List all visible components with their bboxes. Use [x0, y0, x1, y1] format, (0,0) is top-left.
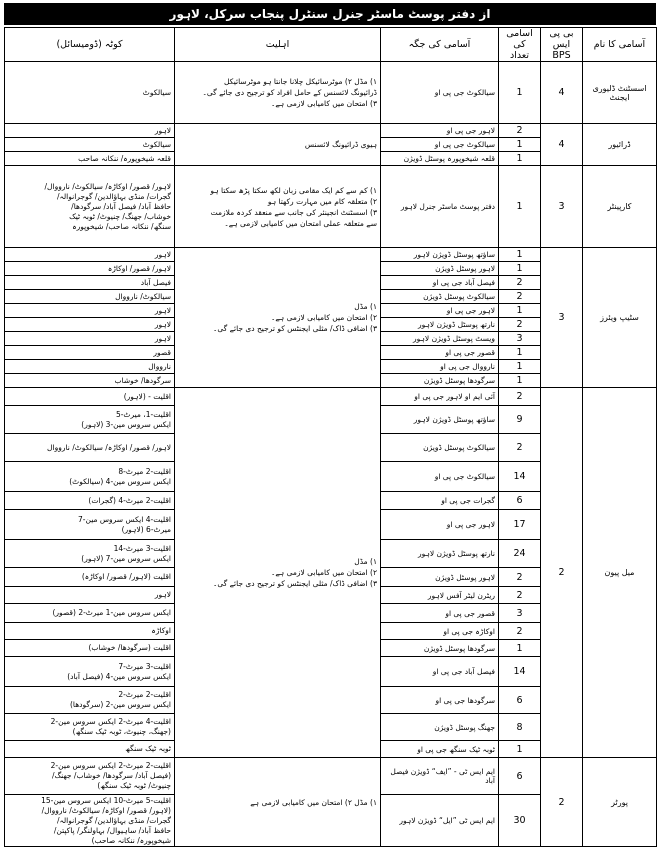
vacancy-count: 3 [499, 332, 541, 346]
vacancy-count: 6 [499, 492, 541, 510]
eligibility-line: ۲) امتحان میں کامیابی لازمی ہے۔ [271, 313, 377, 322]
quota-line: اقلیت-2 میرٹ-2 [118, 690, 171, 699]
quota-line: شیخوپورہ/ ننکانہ صاحب) [91, 835, 171, 845]
quota-line: لاہور [154, 319, 171, 329]
table-row [5, 758, 657, 795]
vacancy-count: 1 [499, 248, 541, 262]
quota-cell [5, 318, 175, 332]
vacancy-count: 1 [499, 640, 541, 657]
header-bps-english: BPS [552, 50, 571, 61]
header-post: آسامی کا نام [583, 28, 657, 62]
quota-line: حافظ آباد/ فیصل آباد/ سرگودھا/ [71, 201, 171, 211]
eligibility-cell [175, 62, 381, 124]
quota-line: ایکس سروس مین-4 (فیصل آباد) [67, 671, 171, 681]
bps-scale: 3 [541, 248, 583, 388]
posting-place: دفتر پوسٹ ماسٹر جنرل لاہور [381, 166, 499, 248]
posting-place: نارتھ پوسٹل ڈویژن لاہور [381, 540, 499, 568]
header-qty-line-2: تعداد [509, 50, 530, 61]
vacancy-count: 1 [499, 741, 541, 758]
vacancy-count: 2 [499, 290, 541, 304]
quota-line: سرگودھا/ خوشاب [114, 375, 171, 385]
vacancy-count: 1 [499, 304, 541, 318]
quota-cell [5, 587, 175, 604]
eligibility-line: سے متعلقہ عملی امتحان میں کامیابی لازمی ہے۔ [224, 218, 377, 228]
quota-line: اقلیت-1، میرٹ-5 [115, 409, 171, 419]
posting-place: لاہور جی پی او [381, 124, 499, 138]
quota-cell [5, 388, 175, 406]
posting-place: سیالکوٹ جی پی او [381, 62, 499, 124]
posting-place: ایم ایس ٹی ”ایل“ ڈویژن لاہور [381, 795, 499, 847]
eligibility-line: ۳) اضافی ڈاک/ مثلی ایجنٹس کو ترجیح دی جائے گی۔ [212, 579, 377, 588]
posting-place: ساؤتھ پوسٹل ڈویژن لاہور [381, 406, 499, 434]
posting-place: ٹوبہ ٹیک سنگھ جی پی او [381, 741, 499, 758]
quota-cell [5, 741, 175, 758]
vacancy-count: 1 [499, 62, 541, 124]
page-title: از دفتر پوسٹ ماسٹر جنرل سنٹرل پنجاب سرکل، لاہور [4, 3, 656, 25]
quota-line: لاہور [154, 305, 171, 315]
quota-cell [5, 434, 175, 462]
vacancy-count: 2 [499, 587, 541, 604]
table-row [5, 124, 657, 138]
posting-place: گجرات جی پی او [381, 492, 499, 510]
eligibility-cell [175, 124, 381, 166]
header-eligibility: اہلیت [175, 28, 381, 62]
quota-line: لاہور [154, 590, 171, 599]
quota-line: چنیوٹ/ ٹوبہ ٹیک سنگھ) [97, 781, 171, 790]
quota-cell [5, 166, 175, 248]
quota-cell [5, 138, 175, 152]
quota-line: سیالکوٹ [142, 139, 171, 149]
eligibility-line: ۱) مڈل [354, 557, 377, 566]
posting-place: ایم ایس ٹی - ”ایف“ ڈویژن فیصل آباد [381, 758, 499, 795]
vacancy-count: 17 [499, 510, 541, 540]
vacancy-count: 14 [499, 462, 541, 492]
quota-line: اقلیت-3 میرٹ-7 [118, 661, 171, 671]
quota-line: لاہور [154, 249, 171, 259]
eligibility-line: ۲) امتحان میں کامیابی لازمی ہے۔ [271, 568, 377, 577]
quota-line: لاہور [154, 125, 171, 135]
vacancy-count: 2 [499, 568, 541, 587]
post-name: میل پیون [583, 388, 657, 758]
quota-line: اقلیت-2 میرٹ-8 [118, 466, 171, 476]
quota-cell [5, 604, 175, 623]
quota-cell [5, 568, 175, 587]
quota-cell [5, 124, 175, 138]
vacancy-count: 8 [499, 714, 541, 741]
quota-cell [5, 492, 175, 510]
quota-line: لاہور/ قصور/ اوکاڑہ [107, 263, 171, 273]
eligibility-line: ۲) متعلقہ کام میں مہارت رکھتا ہو [267, 196, 377, 206]
posting-place: سیالکوٹ جی پی او [381, 462, 499, 492]
posting-place: قصور جی پی او [381, 346, 499, 360]
quota-line: قلعہ شیخوپورہ/ ننکانہ صاحب [78, 153, 171, 163]
vacancy-count: 2 [499, 124, 541, 138]
quota-cell [5, 657, 175, 687]
header-bps [541, 28, 583, 62]
quota-line: خوشاب/ جھنگ/ چنیوٹ/ ٹوبہ ٹیک [69, 211, 171, 221]
bps-scale: 4 [541, 62, 583, 124]
quota-line: اوکاڑہ [151, 626, 171, 635]
table-header-row [5, 28, 657, 62]
quota-line: اقلیت-4 ایکس سروس مین-7 [78, 514, 171, 524]
post-name: ڈرائیور [583, 124, 657, 166]
post-name: اسسٹنٹ ڈلیوری ایجنٹ [583, 62, 657, 124]
table-row [5, 388, 657, 406]
quota-line: (لاہور/ قصور/ اوکاڑہ/ سیالکوٹ/ نارووال/ [41, 805, 171, 815]
vacancy-count: 1 [499, 374, 541, 388]
posting-place: ویسٹ پوسٹل ڈویژن لاہور [381, 332, 499, 346]
quota-cell [5, 276, 175, 290]
bps-scale: 2 [541, 388, 583, 758]
quota-line: اقلیت - (لاہور) [123, 391, 171, 401]
quota-cell [5, 758, 175, 795]
posting-place: لاہور پوسٹل ڈویژن [381, 568, 499, 587]
quota-line: اقلیت-4 میرٹ-2 ایکس سروس مین-2 [50, 717, 171, 726]
quota-cell [5, 152, 175, 166]
posting-place: سیالکوٹ پوسٹل ڈویژن [381, 290, 499, 304]
vacancy-count: 9 [499, 406, 541, 434]
quota-line: ایکس سروس مین-1 میرٹ-2 (قصور) [52, 608, 171, 617]
posting-place: سرگودھا پوسٹل ڈویژن [381, 640, 499, 657]
quota-cell [5, 290, 175, 304]
post-name: سٹیپ ویئرز [583, 248, 657, 388]
posting-place: سیالکوٹ پوسٹل ڈویژن [381, 434, 499, 462]
quota-line: اقلیت (لاہور/ قصور/ اوکاڑہ) [81, 572, 171, 581]
quota-line: سیالکوٹ/ نارووال [115, 291, 171, 301]
header-bps-urdu: بی پی ایس [549, 28, 574, 50]
quota-line: (فیصل آباد/ سرگودھا/ خوشاب/ جھنگ/ [51, 771, 171, 780]
posting-place: قلعہ شیخوپورہ پوسٹل ڈویژن [381, 152, 499, 166]
quota-line: ایکس سروس مین-7 (لاہور) [81, 553, 171, 563]
header-qty [499, 28, 541, 62]
vacancy-table [4, 27, 657, 847]
vacancy-count: 2 [499, 388, 541, 406]
quota-line: سنگھ/ ننکانہ صاحب/ شیخوپورہ [72, 221, 171, 231]
eligibility-line: ۱) کم سے کم ایک مقامی زبان لکھ سکتا پڑھ سکتا ہو [210, 185, 377, 195]
quota-cell [5, 640, 175, 657]
vacancy-count: 2 [499, 276, 541, 290]
vacancy-count: 1 [499, 346, 541, 360]
quota-cell [5, 262, 175, 276]
quota-line: لاہور/ قصور/ اوکاڑہ/ سیالکوٹ/ نارووال [47, 442, 171, 452]
quota-line: اقلیت-2 میرٹ-2 ایکس سروس مین-2 [50, 761, 171, 770]
quota-line: اقلیت-2 میرٹ-4 (گجرات) [88, 495, 171, 505]
quota-cell [5, 540, 175, 568]
table-row [5, 62, 657, 124]
eligibility-cell [175, 248, 381, 388]
posting-place: فیصل آباد جی پی او [381, 657, 499, 687]
quota-cell [5, 304, 175, 318]
eligibility-line: ۱) مڈل [354, 302, 377, 311]
quota-cell [5, 62, 175, 124]
quota-line: گجرات/ منڈی بہاؤالدین/ گوجرانوالہ/ [56, 815, 171, 825]
quota-line: گجرات/ منڈی بہاؤالدین/ گوجرانوالہ/ [56, 191, 171, 201]
quota-line: لاہور/ قصور/ اوکاڑہ/ سیالکوٹ/ نارووال/ [44, 181, 171, 191]
vacancy-count: 1 [499, 138, 541, 152]
post-name: کارپینٹر [583, 166, 657, 248]
quota-cell [5, 714, 175, 741]
quota-line: لاہور [154, 333, 171, 343]
header-quota: کوٹہ (ڈومیسائل) [5, 28, 175, 62]
vacancy-count: 1 [499, 262, 541, 276]
header-qty-line-1: آسامی کی [506, 28, 533, 50]
table-body [5, 62, 657, 847]
quota-line: سیالکوٹ [142, 87, 171, 97]
posting-place: سرگودھا پوسٹل ڈویژن [381, 374, 499, 388]
posting-place: لاہور جی پی او [381, 304, 499, 318]
table-row [5, 248, 657, 262]
vacancy-count: 1 [499, 166, 541, 248]
vacancy-count: 2 [499, 318, 541, 332]
eligibility-line: ۳) اسسٹنٹ انجینئر کی جانب سے منعقد کردہ ملازمت [210, 207, 377, 217]
posting-place: آئی ایم او لاہور جی پی او [381, 388, 499, 406]
bps-scale: 4 [541, 124, 583, 166]
vacancy-count: 1 [499, 360, 541, 374]
eligibility-line: ۳) امتحان میں کامیابی لازمی ہے۔ [271, 99, 377, 108]
posting-place: سیالکوٹ جی پی او [381, 138, 499, 152]
quota-line: اقلیت-3 میرٹ-14 [113, 543, 171, 553]
eligibility-cell [175, 166, 381, 248]
quota-line: ٹوبہ ٹیک سنگھ [125, 744, 171, 753]
vacancy-count: 30 [499, 795, 541, 847]
quota-cell [5, 406, 175, 434]
posting-place: اوکاڑہ جی پی او [381, 623, 499, 640]
quota-cell [5, 332, 175, 346]
vacancy-count: 1 [499, 152, 541, 166]
quota-line: (جھنگ، چنیوٹ، ٹوبہ ٹیک سنگھ) [72, 727, 171, 736]
bps-scale: 2 [541, 758, 583, 847]
posting-place: نارووال جی پی او [381, 360, 499, 374]
quota-line: ایکس سروس مین-2 (سرگودھا) [69, 700, 171, 709]
quota-line: فیصل آباد [140, 277, 171, 287]
posting-place: قصور جی پی او [381, 604, 499, 623]
quota-cell [5, 687, 175, 714]
quota-cell [5, 462, 175, 492]
eligibility-line: ۱) مڈل ۲) امتحان میں کامیابی لازمی ہے [250, 797, 377, 807]
quota-cell [5, 248, 175, 262]
quota-cell [5, 510, 175, 540]
quota-line: قصور [153, 347, 171, 357]
header-place: آسامی کی جگہ [381, 28, 499, 62]
vacancy-count: 2 [499, 434, 541, 462]
quota-line: میرٹ-6 (لاہور) [121, 524, 171, 534]
quota-line: اقلیت-5 میرٹ-10 ایکس سروس مین-15 [41, 795, 171, 805]
quota-cell [5, 360, 175, 374]
posting-place: نارتھ پوسٹل ڈویژن لاہور [381, 318, 499, 332]
posting-place: ریٹرن لیٹر آفس لاہور [381, 587, 499, 604]
quota-line: ایکس سروس مین-3 (لاہور) [81, 419, 171, 429]
eligibility-line: ۳) اضافی ڈاک/ مثلی ایجنٹس کو ترجیح دی جائے گی۔ [212, 324, 377, 333]
quota-cell [5, 623, 175, 640]
quota-cell [5, 374, 175, 388]
vacancy-count: 14 [499, 657, 541, 687]
post-name: پورٹر [583, 758, 657, 847]
quota-line: اقلیت (سرگودھا/ خوشاب) [88, 643, 171, 652]
posting-place: جھنگ پوسٹل ڈویژن [381, 714, 499, 741]
quota-line: ایکس سروس مین-4 (سیالکوٹ) [69, 476, 171, 486]
posting-place: سرگودھا جی پی او [381, 687, 499, 714]
quota-line: حافظ آباد/ ساہیوال/ بہاولنگر/ پاکپتن/ [53, 825, 171, 835]
vacancy-count: 2 [499, 623, 541, 640]
table-row [5, 166, 657, 248]
quota-cell [5, 346, 175, 360]
posting-place: لاہور پوسٹل ڈویژن [381, 262, 499, 276]
posting-place: ساؤتھ پوسٹل ڈویژن لاہور [381, 248, 499, 262]
eligibility-line: ڈرائیونگ لائسنس کے حامل افراد کو ترجیح دی جائے گی۔ [202, 88, 377, 97]
quota-cell [5, 795, 175, 847]
eligibility-line: ہیوی ڈرائیونگ لائسنس [304, 140, 377, 149]
vacancy-count: 24 [499, 540, 541, 568]
quota-line: نارووال [148, 361, 171, 371]
bps-scale: 3 [541, 166, 583, 248]
posting-place: فیصل آباد جی پی او [381, 276, 499, 290]
eligibility-cell [175, 388, 381, 758]
vacancy-count: 6 [499, 687, 541, 714]
vacancy-count: 6 [499, 758, 541, 795]
eligibility-cell [175, 758, 381, 847]
eligibility-line: ۱) مڈل ۲) موٹرسائیکل چلانا جانتا ہو موٹرسائیکل [223, 77, 377, 86]
vacancy-count: 3 [499, 604, 541, 623]
posting-place: لاہور جی پی او [381, 510, 499, 540]
